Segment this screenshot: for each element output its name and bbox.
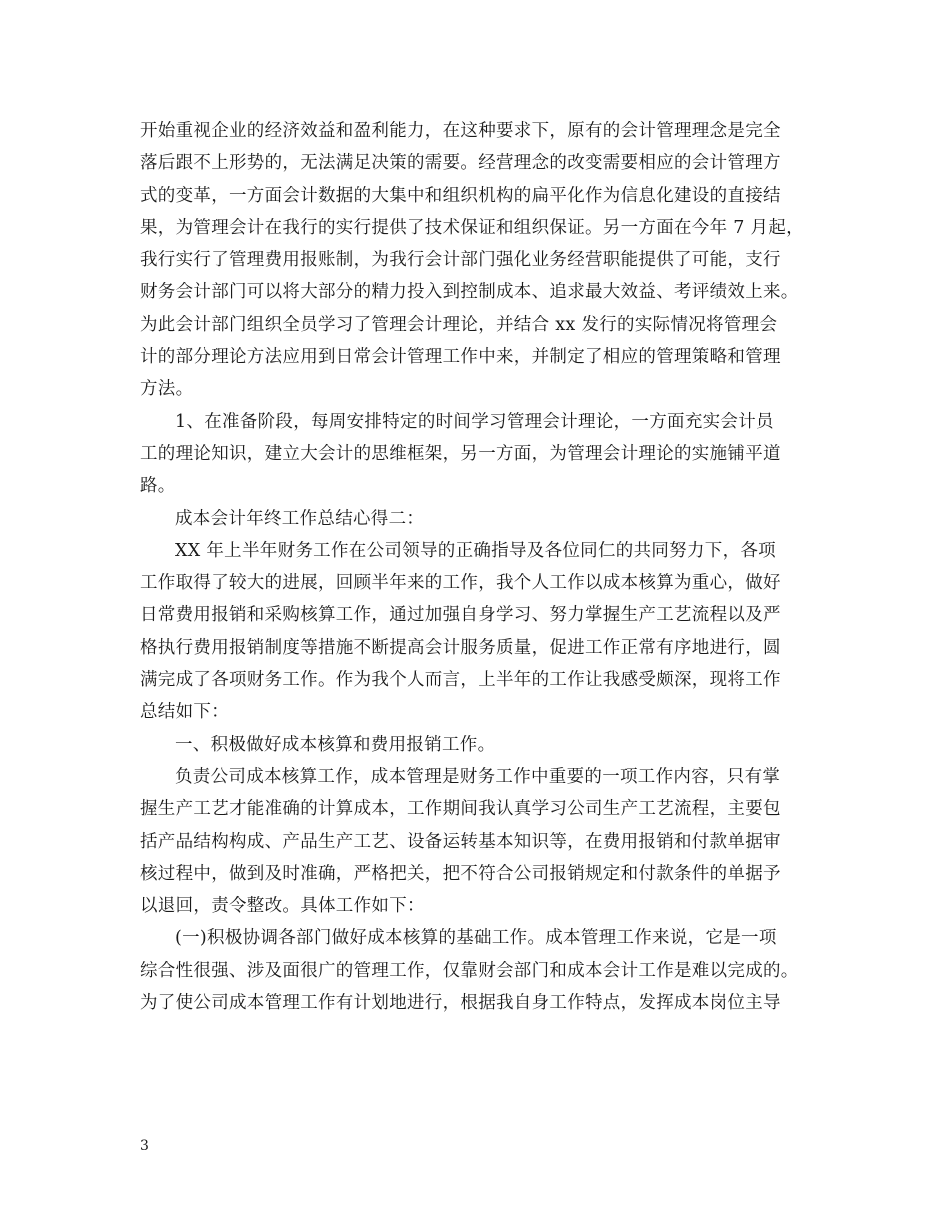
paragraph bbox=[140, 761, 820, 922]
text-line: 为此会计部门组织全员学习了管理会计理论，并结合 xx 发行的实际情况将管理会 bbox=[140, 314, 778, 335]
paragraph bbox=[140, 503, 820, 535]
text-line: 工的理论知识，建立大会计的思维框架，另一方面，为管理会计理论的实施铺平道 bbox=[140, 443, 781, 464]
page-number: 3 bbox=[140, 1138, 149, 1154]
text-line: 工作取得了较大的进展，回顾半年来的工作，我个人工作以成本核算为重心，做好 bbox=[140, 573, 781, 594]
text-line: 财务会计部门可以将大部分的精力投入到控制成本、追求最大效益、考评绩效上来。 bbox=[140, 282, 799, 303]
text-line: 一、积极做好成本核算和费用报销工作。 bbox=[175, 734, 496, 755]
text-line: XX 年上半年财务工作在公司领导的正确指导及各位同仁的共同努力下，各项 bbox=[175, 540, 776, 561]
text-line: 核过程中，做到及时准确，严格把关，把不符合公司报销规定和付款条件的单据予 bbox=[140, 863, 781, 884]
text-line: 为了使公司成本管理工作有计划地进行，根据我自身工作特点，发挥成本岗位主导 bbox=[140, 993, 781, 1014]
paragraph bbox=[140, 406, 820, 503]
text-line: 式的变革，一方面会计数据的大集中和组织机构的扁平化作为信息化建设的直接结 bbox=[140, 185, 781, 206]
text-line: 成本会计年终工作总结心得二： bbox=[175, 508, 425, 529]
text-line: 满完成了各项财务工作。作为我个人而言，上半年的工作让我感受颇深，现将工作 bbox=[140, 670, 781, 691]
text-line: 1、在准备阶段，每周安排特定的时间学习管理会计理论，一方面充实会计员 bbox=[175, 411, 774, 432]
text-line: 开始重视企业的经济效益和盈利能力，在这种要求下，原有的会计管理理念是完全 bbox=[140, 121, 781, 141]
text-line: 格执行费用报销制度等措施不断提高会计服务质量，促进工作正常有序地进行，圆 bbox=[140, 637, 781, 658]
text-line: 握生产工艺才能准确的计算成本，工作期间我认真学习公司生产工艺流程，主要包 bbox=[140, 799, 781, 820]
text-line: (一)积极协调各部门做好成本核算的基础工作。成本管理工作来说，它是一项 bbox=[175, 928, 777, 949]
text-line: 落后跟不上形势的，无法满足决策的需要。经营理念的改变需要相应的会计管理方 bbox=[140, 153, 781, 174]
paragraph bbox=[140, 115, 820, 406]
text-line: 方法。 bbox=[140, 379, 194, 400]
text-line: 计的部分理论方法应用到日常会计管理工作中来，并制定了相应的管理策略和管理 bbox=[140, 347, 781, 368]
paragraph bbox=[140, 729, 820, 761]
document-body bbox=[140, 115, 820, 1019]
text-line: 负责公司成本核算工作，成本管理是财务工作中重要的一项工作内容，只有掌 bbox=[175, 766, 781, 787]
paragraph bbox=[140, 535, 820, 729]
text-line: 路。 bbox=[140, 476, 176, 497]
text-line: 总结如下： bbox=[140, 702, 229, 723]
text-line: 以退回，责令整改。具体工作如下： bbox=[140, 896, 425, 917]
text-line: 果，为管理会计在我行的实行提供了技术保证和组织保证。另一方面在今年 7 月起， bbox=[140, 217, 804, 238]
text-line: 我行实行了管理费用报账制，为我行会计部门强化业务经营职能提供了可能，支行 bbox=[140, 250, 781, 271]
paragraph bbox=[140, 922, 820, 1019]
text-line: 日常费用报销和采购核算工作，通过加强自身学习、努力掌握生产工艺流程以及严 bbox=[140, 605, 781, 626]
text-line: 括产品结构构成、产品生产工艺、设备运转基本知识等，在费用报销和付款单据审 bbox=[140, 831, 781, 852]
text-line: 综合性很强、涉及面很广的管理工作，仅靠财会部门和成本会计工作是难以完成的。 bbox=[140, 960, 799, 981]
